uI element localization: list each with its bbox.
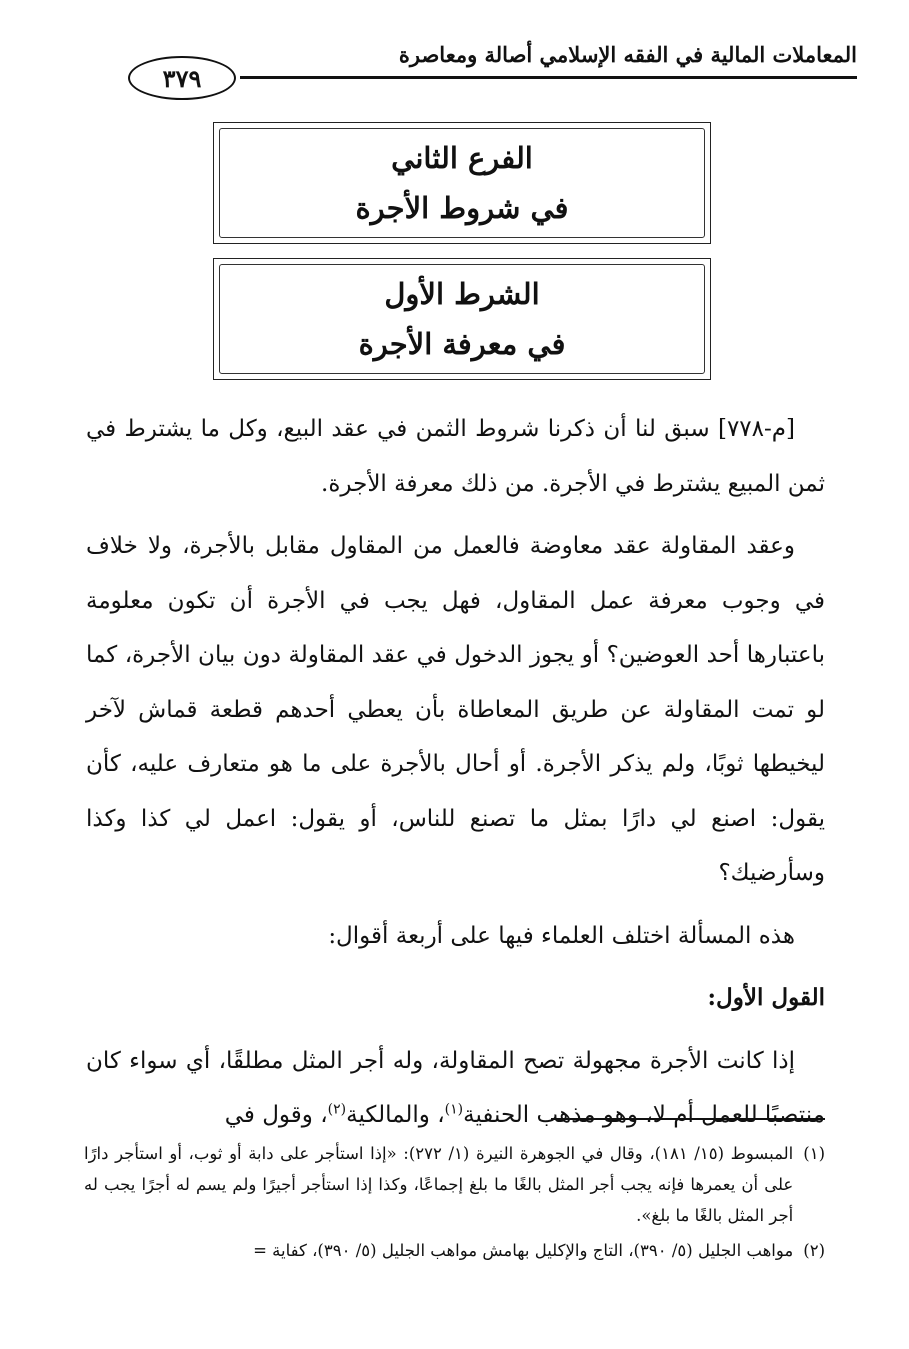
subsection-title-line-1: الشرط الأول: [384, 277, 540, 311]
first-opinion-heading: القول الأول:: [707, 984, 825, 1011]
footnotes: [84, 1138, 825, 1270]
footnote-2-text: مواهب الجليل (٥/ ٣٩٠)، التاج والإكليل بهامش مواهب الجليل (٥/ ٣٩٠)، كفاية =: [253, 1241, 794, 1260]
footnote-2-number: (٢): [803, 1241, 825, 1260]
footnote-1-number: (١): [803, 1144, 825, 1163]
footnote-1: [84, 1138, 825, 1231]
paragraph-4-part-a: إذا كانت الأجرة مجهولة تصح المقاولة، وله أجر المثل مطلقًا، أي سواء كان منتصبًا للعمل أم لا، وهو مذهب الحنفية: [86, 1047, 825, 1128]
footnote-ref-1[interactable]: (١): [444, 1101, 464, 1118]
paragraph-3: هذه المسألة اختلف العلماء فيها على أربعة أقوال:: [328, 922, 795, 949]
paragraph-2: وعقد المقاولة عقد معاوضة فالعمل من المقاول مقابل بالأجرة، ولا خلاف في وجوب معرفة عمل المقاول، فهل يجب في الأجرة أن تكون معلومة باعتبارها أحد العوضين؟ أو يجوز الدخول في عقد المقاولة دون بيان الأجرة، كما لو تمت المقاولة عن طريق المعاطاة بأن يعطي أحدهم قطعة قماش لآخر ليخيطها ثوبًا، ولم يذكر الأجرة. أو أحال بالأجرة على ما هو متعارف عليه، كأن يقول: اصنع لي دارًا بمثل ما تصنع للناس، أو يقول: اعمل لي كذا وكذا وسأرضيك؟: [86, 533, 825, 886]
footnote-separator: [551, 1118, 825, 1120]
footnote-2: [84, 1235, 825, 1266]
paragraph-4: [86, 1034, 825, 1143]
footnote-1-text: المبسوط (١٥/ ١٨١)، وقال في الجوهرة النيرة (١/ ٢٧٢): «إذا استأجر على دابة أو ثوب، أو استأجر دارًا على أن يعمرها فإنه يجب أجر المثل بالغًا ما بلغ إجماعًا، وكذا إذا استأجر أجيرًا ولم يسم له أجرًا يجب له أجر المثل بالغًا ما بلغ».: [84, 1144, 794, 1225]
paragraph-1: [م-٧٧٨] سبق لنا أن ذكرنا شروط الثمن في عقد البيع، وكل ما يشترط في ثمن المبيع يشترط في الأجرة. من ذلك معرفة الأجرة.: [86, 416, 825, 497]
footnote-ref-2[interactable]: (٢): [327, 1101, 347, 1118]
body-text: [86, 402, 825, 1151]
header-rule: [240, 76, 857, 79]
subsection-title-inner-frame: [219, 264, 705, 374]
section-title-box: [213, 122, 711, 244]
running-header: المعاملات المالية في الفقه الإسلامي أصالة ومعاصرة: [398, 42, 857, 67]
subsection-title-line-2: في معرفة الأجرة: [358, 327, 566, 361]
section-title-inner-frame: [219, 128, 705, 238]
paragraph-4-part-b: ، والمالكية: [346, 1102, 445, 1128]
subsection-title-box: [213, 258, 711, 380]
page-number: ٣٧٩: [128, 56, 236, 100]
section-title-line-2: في شروط الأجرة: [355, 191, 569, 225]
section-title-line-1: الفرع الثاني: [391, 141, 533, 175]
paragraph-4-part-c: ، وقول في: [224, 1102, 328, 1128]
